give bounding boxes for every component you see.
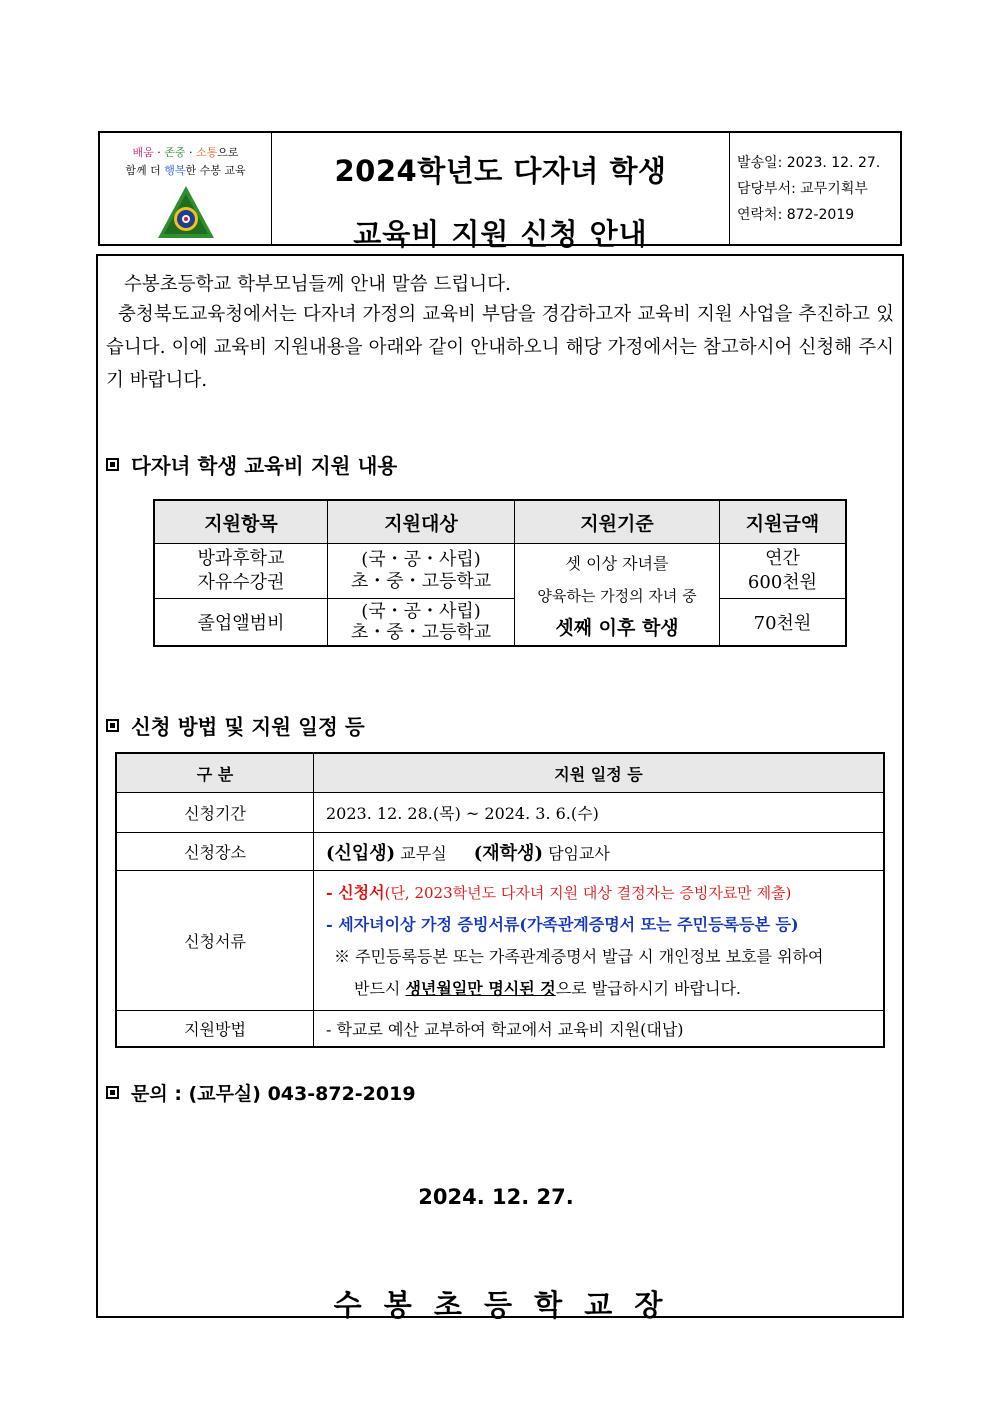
target-cell: (국・공・사립) 초・중・고등학교: [328, 544, 515, 599]
table-header-row: [116, 753, 884, 793]
criteria-cell: 셋 이상 자녀를 양육하는 가정의 자녀 중 셋째 이후 학생: [515, 544, 720, 647]
title-cell: [272, 133, 730, 251]
bullet-square-icon: [106, 458, 119, 471]
principal-signature: 수 봉 초 등 학 교 장: [333, 1288, 669, 1322]
col-header: 지원금액: [720, 500, 847, 544]
contact: 연락처: 872-2019: [737, 207, 855, 223]
intro-paragraph: 충청북도교육청에서는 다자녀 가정의 교육비 부담을 경감하고자 교육비 지원 사업을 추진하고 있습니다. 이에 교육비 지원내용을 아래와 같이 안내하오니 해당 가정에서는 참고하시어 신청해 주시기 바랍니다.: [106, 304, 894, 391]
table-row: [116, 793, 884, 833]
school-logo-icon: [156, 184, 216, 240]
school-motto-cell: [100, 133, 272, 244]
bullet-square-icon: [106, 1086, 119, 1099]
target-cell: (국・공・사립) 초・중・고등학교: [328, 598, 515, 646]
col-header: 지원기준: [515, 500, 720, 544]
table-row: [116, 1011, 884, 1047]
support-content-table: [153, 499, 847, 647]
title-line-2: 교육비 지원 신청 안내: [353, 217, 648, 251]
place-value: (신입생) 교무실 (재학생) 담임교사: [314, 833, 885, 871]
docs-note-2: 반드시 생년월일만 명시된 것으로 발급하시기 바랍니다.: [354, 978, 741, 998]
bullet-square-icon: [106, 719, 119, 732]
row-label: 신청기간: [116, 793, 314, 833]
header-box: [98, 131, 902, 251]
col-header: 지원대상: [328, 500, 515, 544]
document-date: 2024. 12. 27.: [418, 1185, 574, 1209]
col-header: 지원 일정 등: [314, 753, 885, 793]
row-label: 신청장소: [116, 833, 314, 871]
issue-date: 발송일: 2023. 12. 27.: [737, 155, 881, 171]
docs-line-1: - 신청서(단, 2023학년도 다자녀 지원 대상 결정자는 증빙자료만 제출): [326, 882, 792, 902]
amount-cell: 연간 600천원: [720, 544, 847, 599]
table-row: [116, 833, 884, 871]
method-value: - 학교로 예산 교부하여 학교에서 교육비 지원(대납): [314, 1011, 885, 1047]
amount-cell: 70천원: [720, 598, 847, 646]
table-row: [154, 598, 846, 646]
greeting: 수봉초등학교 학부모님들께 안내 말씀 드립니다.: [124, 274, 511, 295]
motto-line-1: 배움 · 존중 · 소통으로: [132, 146, 239, 159]
col-header: 지원항목: [154, 500, 328, 544]
section1-heading: 다자녀 학생 교육비 지원 내용: [106, 449, 397, 479]
table-header-row: [154, 500, 846, 544]
docs-note-1: ※ 주민등록등본 또는 가족관계증명서 발급 시 개인정보 보호를 위하여: [334, 946, 824, 966]
table-row: [116, 871, 884, 1011]
item-cell: 졸업앨범비: [154, 598, 328, 646]
inquiry-line: 문의 : (교무실) 043-872-2019: [106, 1079, 416, 1106]
docs-line-2: - 세자녀이상 가정 증빙서류(가족관계증명서 또는 주민등록등본 등): [326, 914, 799, 934]
row-label: 신청서류: [116, 871, 314, 1011]
period-value: 2023. 12. 28.(목) ~ 2024. 3. 6.(수): [314, 793, 885, 833]
title-line-1: 2024학년도 다자녀 학생: [334, 154, 667, 188]
motto-line-2: 함께 더 행복한 수봉 교육: [125, 164, 246, 177]
col-header: 구 분: [116, 753, 314, 793]
row-label: 지원방법: [116, 1011, 314, 1047]
item-cell: 방과후학교 자유수강권: [154, 544, 328, 599]
issue-info-cell: [730, 133, 900, 244]
table-row: [154, 544, 846, 599]
schedule-table: [115, 752, 885, 1048]
docs-value: [314, 871, 885, 1011]
department: 담당부서: 교무기획부: [737, 181, 868, 197]
section2-heading: 신청 방법 및 지원 일정 등: [106, 710, 365, 740]
